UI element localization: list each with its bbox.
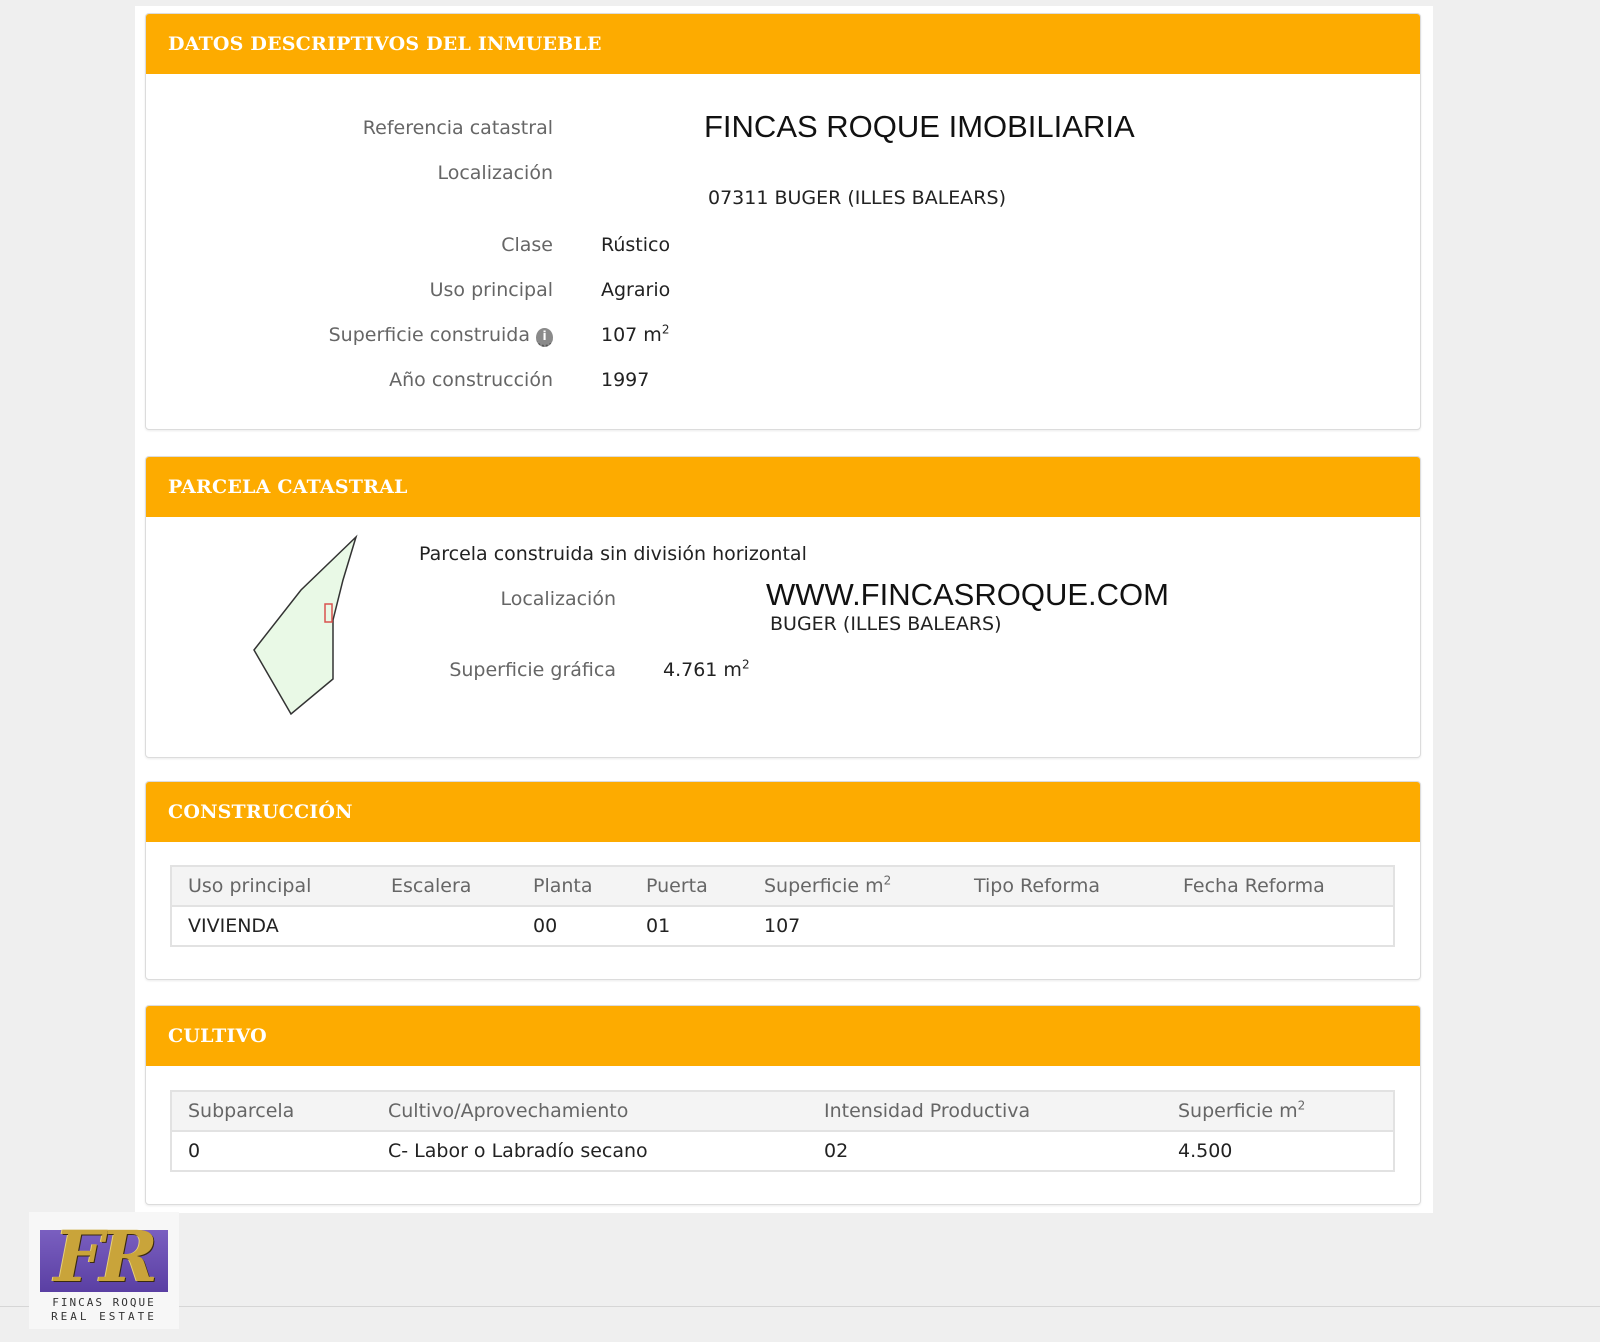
panel-construccion [145,781,1421,980]
clase-value: Rústico [601,234,671,256]
unit-exponent: 2 [741,657,750,672]
fincas-roque-logo [29,1212,179,1329]
superficie-construida-value [601,324,669,346]
superficie-grafica-number: 4.761 m [663,659,742,681]
column-header: Uso principal [171,866,375,906]
column-header: Planta [517,866,630,906]
table-cell [958,906,1167,946]
column-header-text: Superficie m [1178,1100,1298,1122]
table-cell: 0 [171,1131,372,1171]
unit-exponent: 2 [661,322,670,337]
table-cell: VIVIENDA [171,906,375,946]
construccion-table [170,865,1395,947]
superficie-grafica-label: Superficie gráfica [449,659,616,681]
referencia-value: FINCAS ROQUE IMOBILIARIA [704,109,1135,144]
column-header: Subparcela [171,1091,372,1131]
panel-title: CONSTRUCCIÓN [146,782,1420,842]
uso-principal-label: Uso principal [429,279,553,301]
table-cell: 01 [630,906,748,946]
table-cell [375,906,517,946]
logo-monogram: FR [54,1215,154,1298]
panel-title: CULTIVO [146,1006,1420,1066]
cadastral-report [135,6,1433,1213]
column-header: Puerta [630,866,748,906]
table-header-row [171,1091,1394,1131]
superficie-construida-label: Superficie construida [328,324,530,346]
clase-label: Clase [501,234,553,256]
column-header: Cultivo/Aprovechamiento [372,1091,808,1131]
table-header-row [171,866,1394,906]
superficie-construida-label-row [186,324,553,347]
parcela-localizacion-value: BUGER (ILLES BALEARS) [770,613,1002,635]
unit-exponent: 2 [1297,1098,1306,1113]
column-header [1162,1091,1394,1131]
parcel-polygon [254,537,356,714]
bottom-divider [0,1306,1600,1307]
column-header-text: Superficie m [764,875,884,897]
table-row [171,1131,1394,1171]
column-header: Intensidad Productiva [808,1091,1162,1131]
anio-construccion-value: 1997 [601,369,650,391]
superficie-grafica-value [663,659,750,681]
referencia-label: Referencia catastral [362,117,553,139]
column-header: Tipo Reforma [958,866,1167,906]
localizacion-label: Localización [437,162,553,184]
table-cell: 00 [517,906,630,946]
uso-principal-value: Agrario [601,279,671,301]
panel-title: PARCELA CATASTRAL [146,457,1420,517]
website-watermark: WWW.FINCASROQUE.COM [766,577,1169,612]
table-row [171,906,1394,946]
logo-text-line2: REAL ESTATE [51,1310,157,1323]
panel-title: DATOS DESCRIPTIVOS DEL INMUEBLE [146,14,1420,74]
logo-text-line1: FINCAS ROQUE [52,1296,156,1309]
table-cell: C- Labor o Labradío secano [372,1131,808,1171]
column-header: Escalera [375,866,517,906]
panel-parcela-catastral [145,456,1421,758]
table-cell [1167,906,1394,946]
table-cell: 02 [808,1131,1162,1171]
parcela-subtitle: Parcela construida sin división horizontal [419,543,807,565]
parcela-localizacion-label: Localización [500,588,616,610]
column-header: Fecha Reforma [1167,866,1394,906]
info-circle-icon[interactable]: i [536,328,553,347]
superficie-construida-number: 107 m [601,324,662,346]
unit-exponent: 2 [883,873,892,888]
localizacion-value: 07311 BUGER (ILLES BALEARS) [708,187,1006,209]
parcel-shape-map[interactable] [246,532,376,722]
table-cell: 107 [748,906,958,946]
panel-datos-descriptivos [145,13,1421,430]
cultivo-table [170,1090,1395,1172]
anio-construccion-label: Año construcción [389,369,553,391]
column-header [748,866,958,906]
table-cell: 4.500 [1162,1131,1394,1171]
panel-cultivo [145,1005,1421,1205]
